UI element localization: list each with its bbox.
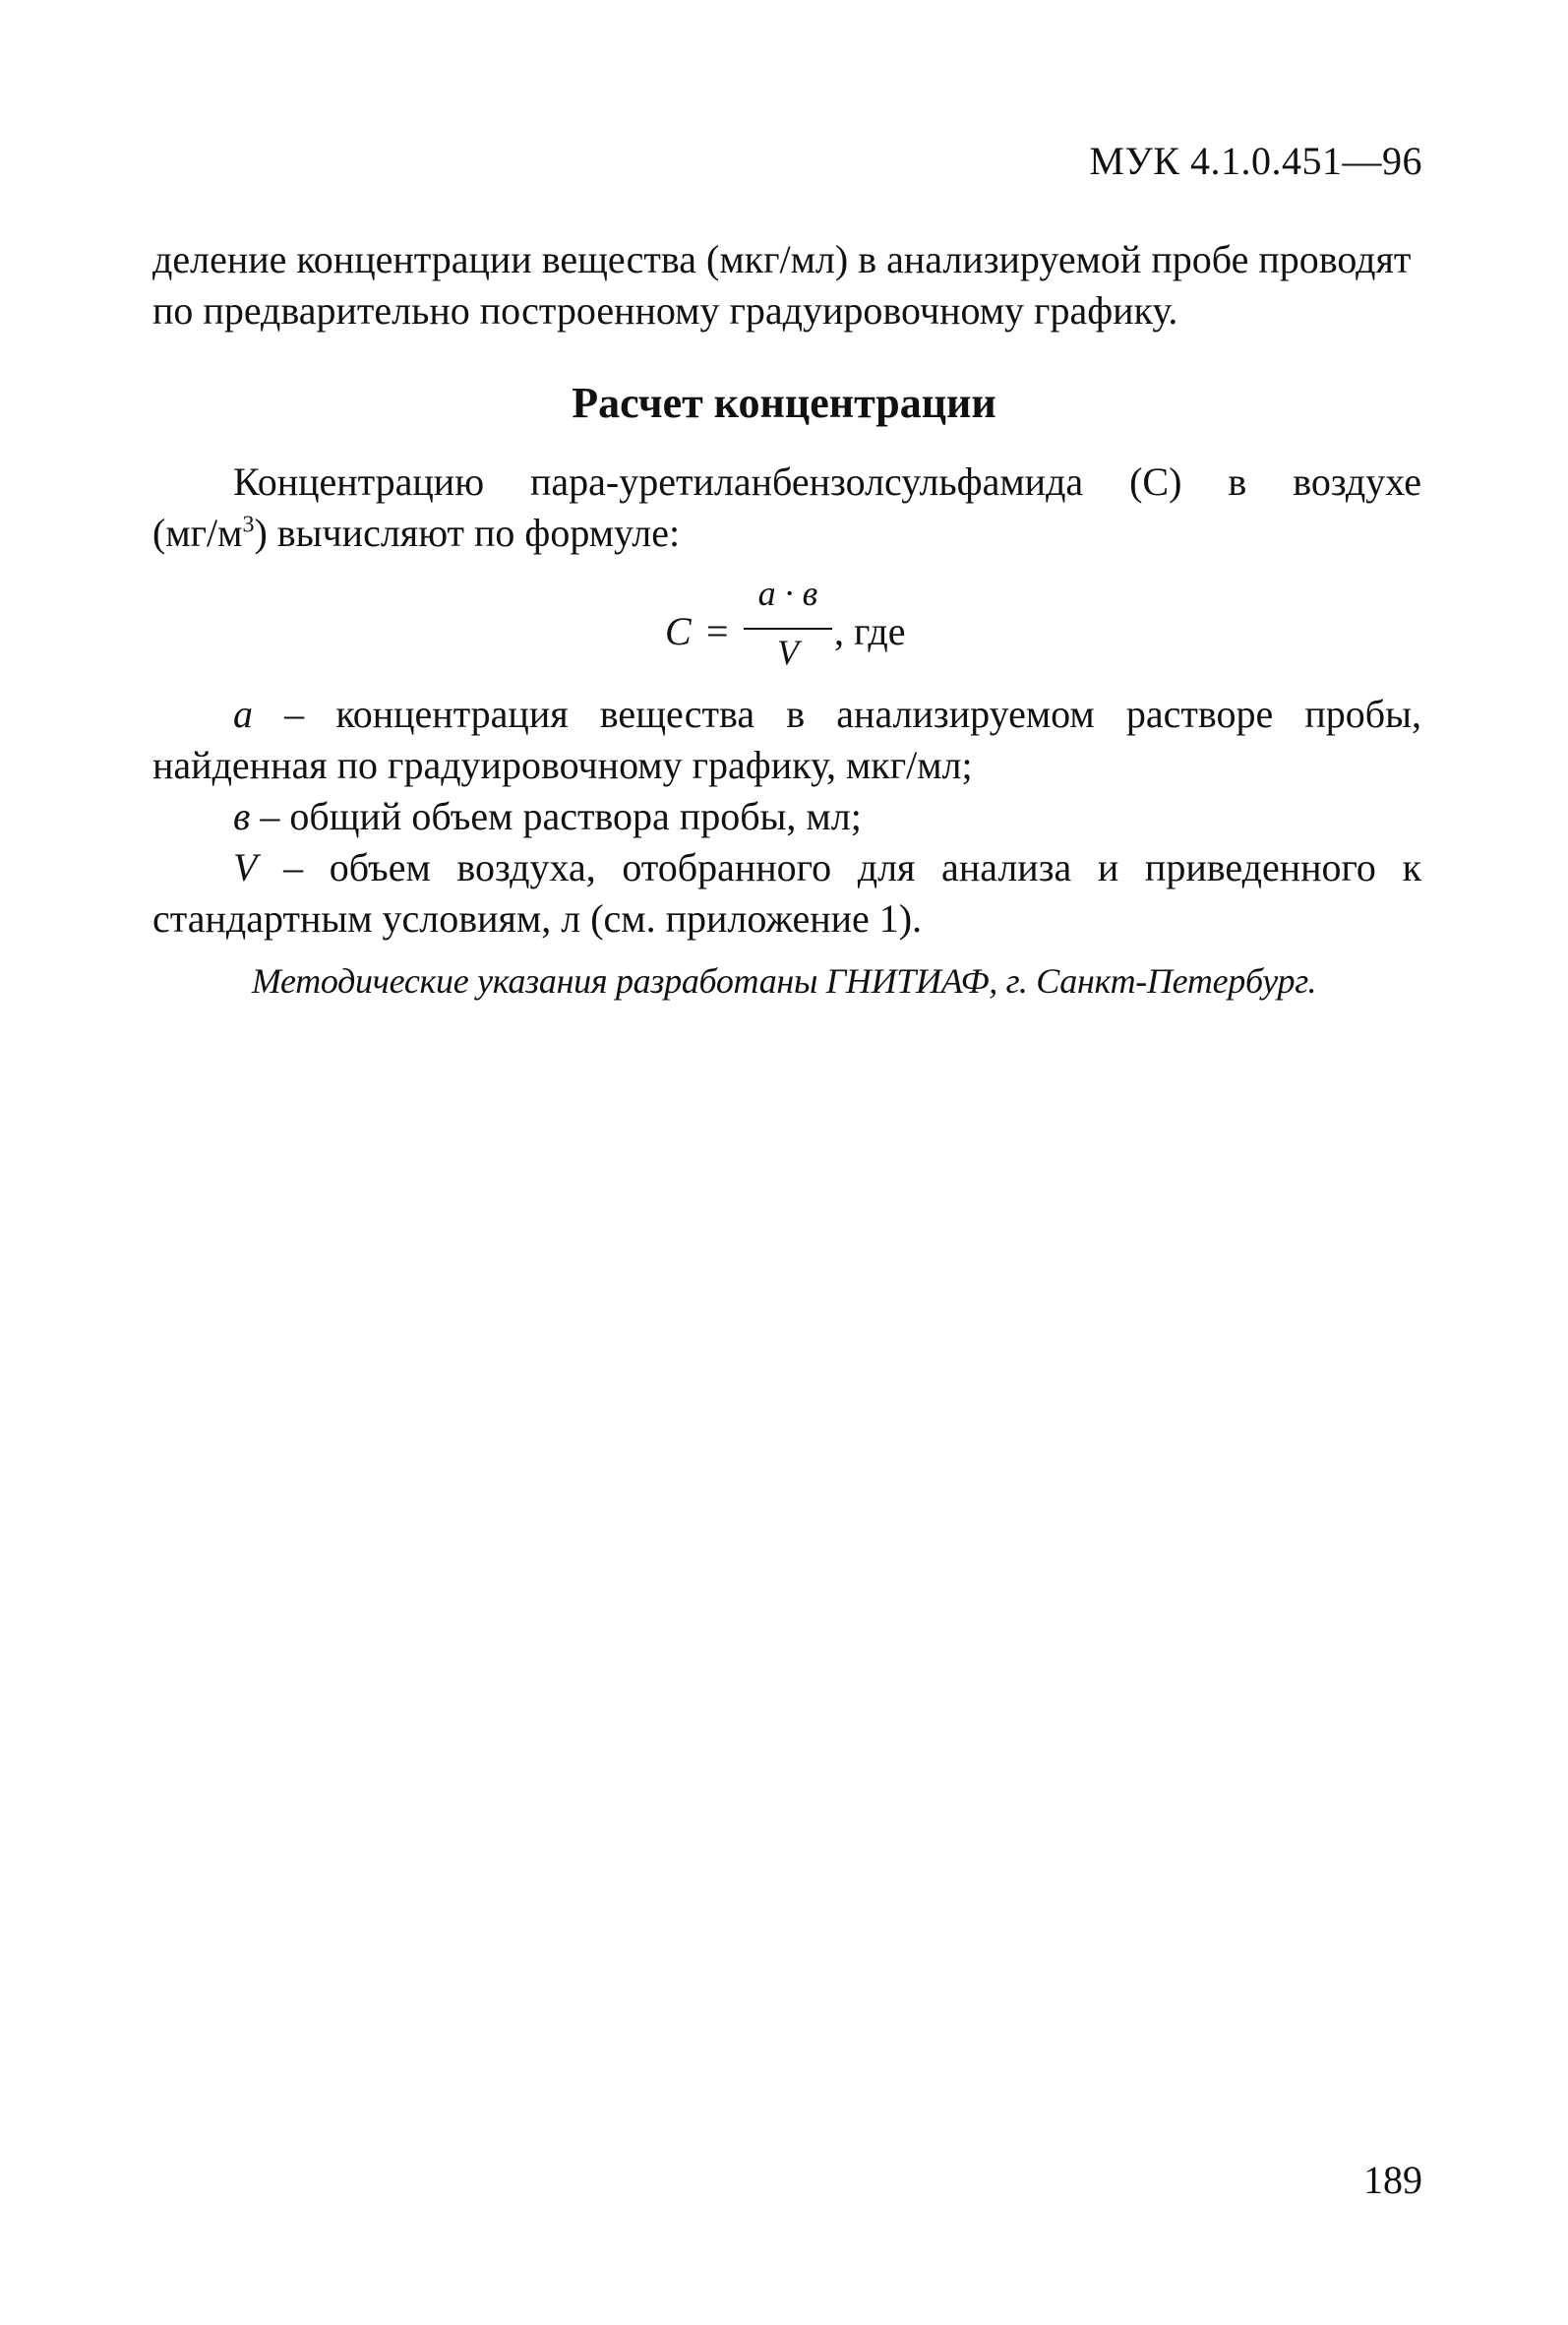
definition-text: – концентрация вещества в анализируемом растворе пробы, найденная по градуировочному графику, мкг/мл; [152, 692, 1421, 787]
formula-intro-line1: Концентрацию пара-уретиланбензолсульфамида (С) в воздухе [233, 459, 1421, 504]
definition-text: – объем воздуха, отобранного для анализа и приведенного к стандартным условиям, л (см. приложение 1). [152, 845, 1421, 941]
variable-definitions [152, 689, 1421, 945]
formula-intro-superscript: 3 [242, 512, 255, 538]
definition-symbol: а [233, 692, 253, 736]
formula-intro-line2-end: ) вычисляют по формуле: [254, 511, 681, 555]
formula-numerator: а · в [757, 574, 818, 613]
definition-text: – общий объем раствора пробы, мл; [250, 794, 862, 838]
intro-paragraph: деление концентрации вещества (мкг/мл) в анализируемой пробе проводят по предварительно построенному градуировочному графику. [152, 237, 1412, 333]
formula-intro-line2-start: (мг/м [152, 511, 243, 555]
formula-intro-paragraph [152, 457, 1421, 559]
section-title: Расчет концентрации [572, 379, 996, 427]
authorship-note: Методические указания разработаны ГНИТИАФ, г. Санкт-Петербург. [251, 961, 1317, 1001]
formula-lhs: С [665, 609, 692, 653]
definition-a [152, 689, 1421, 791]
formula-fraction-bar [744, 628, 832, 630]
formula-suffix: , где [834, 609, 906, 653]
formula-denominator: V [777, 633, 799, 672]
definition-v-upper [152, 842, 1421, 945]
definition-symbol: в [233, 794, 251, 838]
definition-v-lower [152, 791, 1421, 842]
page-number: 189 [1363, 2158, 1422, 2202]
definition-symbol: V [233, 845, 258, 889]
document-code-header: МУК 4.1.0.451—96 [1089, 139, 1422, 183]
formula-equals-sign: = [706, 609, 729, 653]
